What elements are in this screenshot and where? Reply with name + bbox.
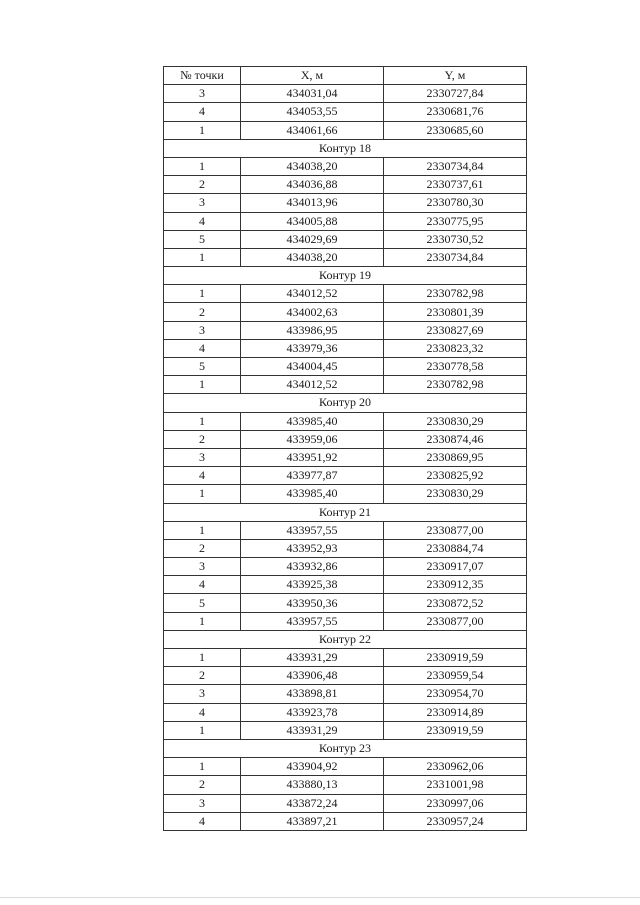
x-coordinate-cell: 434061,66	[241, 121, 384, 139]
y-coordinate-cell: 2330827,69	[384, 321, 527, 339]
table-row	[164, 776, 527, 794]
contour-label: Контур 21	[164, 503, 527, 521]
header-y: Y, м	[384, 67, 527, 85]
contour-label: Контур 23	[164, 739, 527, 757]
x-coordinate-cell: 433923,78	[241, 703, 384, 721]
point-number-cell: 4	[164, 103, 241, 121]
point-number-cell: 4	[164, 339, 241, 357]
x-coordinate-cell: 434002,63	[241, 303, 384, 321]
header-x: X, м	[241, 67, 384, 85]
table-row	[164, 448, 527, 466]
table-row	[164, 85, 527, 103]
table-row	[164, 230, 527, 248]
x-coordinate-cell: 434036,88	[241, 176, 384, 194]
point-number-cell: 1	[164, 121, 241, 139]
point-number-cell: 3	[164, 321, 241, 339]
y-coordinate-cell: 2330823,32	[384, 339, 527, 357]
table-row	[164, 412, 527, 430]
table-row	[164, 685, 527, 703]
x-coordinate-cell: 433880,13	[241, 776, 384, 794]
contour-row	[164, 630, 527, 648]
y-coordinate-cell: 2330825,92	[384, 467, 527, 485]
table-row	[164, 812, 527, 830]
table-row	[164, 794, 527, 812]
table-header	[164, 67, 527, 85]
table-row	[164, 376, 527, 394]
y-coordinate-cell: 2330830,29	[384, 412, 527, 430]
y-coordinate-cell: 2330734,84	[384, 248, 527, 266]
point-number-cell: 3	[164, 558, 241, 576]
contour-row	[164, 267, 527, 285]
table-row	[164, 321, 527, 339]
x-coordinate-cell: 434005,88	[241, 212, 384, 230]
table-row	[164, 212, 527, 230]
table-body	[164, 85, 527, 831]
contour-label: Контур 22	[164, 630, 527, 648]
point-number-cell: 1	[164, 248, 241, 266]
table-row	[164, 521, 527, 539]
header-row	[164, 67, 527, 85]
contour-row	[164, 139, 527, 157]
point-number-cell: 3	[164, 85, 241, 103]
x-coordinate-cell: 434053,55	[241, 103, 384, 121]
table-row	[164, 612, 527, 630]
y-coordinate-cell: 2330830,29	[384, 485, 527, 503]
y-coordinate-cell: 2331001,98	[384, 776, 527, 794]
y-coordinate-cell: 2330962,06	[384, 758, 527, 776]
contour-label: Контур 19	[164, 267, 527, 285]
point-number-cell: 1	[164, 157, 241, 175]
x-coordinate-cell: 434012,52	[241, 285, 384, 303]
table-row	[164, 157, 527, 175]
point-number-cell: 4	[164, 576, 241, 594]
table-row	[164, 103, 527, 121]
x-coordinate-cell: 433872,24	[241, 794, 384, 812]
contour-row	[164, 503, 527, 521]
coordinates-table	[163, 66, 527, 831]
contour-label: Контур 20	[164, 394, 527, 412]
y-coordinate-cell: 2330782,98	[384, 285, 527, 303]
table-row	[164, 194, 527, 212]
y-coordinate-cell: 2330919,59	[384, 649, 527, 667]
y-coordinate-cell: 2330775,95	[384, 212, 527, 230]
table-row	[164, 649, 527, 667]
x-coordinate-cell: 434029,69	[241, 230, 384, 248]
point-number-cell: 4	[164, 212, 241, 230]
x-coordinate-cell: 433957,55	[241, 521, 384, 539]
contour-row	[164, 739, 527, 757]
y-coordinate-cell: 2330917,07	[384, 558, 527, 576]
point-number-cell: 3	[164, 194, 241, 212]
y-coordinate-cell: 2330734,84	[384, 157, 527, 175]
contour-row	[164, 394, 527, 412]
point-number-cell: 1	[164, 412, 241, 430]
point-number-cell: 4	[164, 812, 241, 830]
table-row	[164, 248, 527, 266]
point-number-cell: 1	[164, 721, 241, 739]
y-coordinate-cell: 2330914,89	[384, 703, 527, 721]
x-coordinate-cell: 433932,86	[241, 558, 384, 576]
x-coordinate-cell: 434038,20	[241, 157, 384, 175]
point-number-cell: 3	[164, 794, 241, 812]
x-coordinate-cell: 433906,48	[241, 667, 384, 685]
point-number-cell: 1	[164, 521, 241, 539]
point-number-cell: 1	[164, 285, 241, 303]
y-coordinate-cell: 2330997,06	[384, 794, 527, 812]
x-coordinate-cell: 434031,04	[241, 85, 384, 103]
x-coordinate-cell: 433931,29	[241, 721, 384, 739]
point-number-cell: 1	[164, 649, 241, 667]
x-coordinate-cell: 433985,40	[241, 485, 384, 503]
y-coordinate-cell: 2330954,70	[384, 685, 527, 703]
x-coordinate-cell: 434038,20	[241, 248, 384, 266]
y-coordinate-cell: 2330877,00	[384, 612, 527, 630]
table-row	[164, 485, 527, 503]
point-number-cell: 2	[164, 176, 241, 194]
point-number-cell: 4	[164, 703, 241, 721]
point-number-cell: 3	[164, 685, 241, 703]
table-row	[164, 285, 527, 303]
table-row	[164, 703, 527, 721]
y-coordinate-cell: 2330737,61	[384, 176, 527, 194]
y-coordinate-cell: 2330872,52	[384, 594, 527, 612]
table-row	[164, 303, 527, 321]
table-row	[164, 758, 527, 776]
point-number-cell: 4	[164, 467, 241, 485]
x-coordinate-cell: 433957,55	[241, 612, 384, 630]
y-coordinate-cell: 2330912,35	[384, 576, 527, 594]
x-coordinate-cell: 433897,21	[241, 812, 384, 830]
y-coordinate-cell: 2330874,46	[384, 430, 527, 448]
table-row	[164, 594, 527, 612]
scan-edge-line	[0, 897, 640, 898]
y-coordinate-cell: 2330727,84	[384, 85, 527, 103]
y-coordinate-cell: 2330780,30	[384, 194, 527, 212]
point-number-cell: 2	[164, 430, 241, 448]
x-coordinate-cell: 433952,93	[241, 539, 384, 557]
table-row	[164, 721, 527, 739]
table-row	[164, 176, 527, 194]
x-coordinate-cell: 433950,36	[241, 594, 384, 612]
y-coordinate-cell: 2330730,52	[384, 230, 527, 248]
x-coordinate-cell: 433985,40	[241, 412, 384, 430]
point-number-cell: 1	[164, 376, 241, 394]
table-row	[164, 539, 527, 557]
y-coordinate-cell: 2330685,60	[384, 121, 527, 139]
y-coordinate-cell: 2330877,00	[384, 521, 527, 539]
table-row	[164, 576, 527, 594]
x-coordinate-cell: 434012,52	[241, 376, 384, 394]
x-coordinate-cell: 433925,38	[241, 576, 384, 594]
y-coordinate-cell: 2330869,95	[384, 448, 527, 466]
header-point-number: № точки	[164, 67, 241, 85]
point-number-cell: 2	[164, 539, 241, 557]
table-row	[164, 121, 527, 139]
table-row	[164, 430, 527, 448]
y-coordinate-cell: 2330681,76	[384, 103, 527, 121]
x-coordinate-cell: 433931,29	[241, 649, 384, 667]
x-coordinate-cell: 433986,95	[241, 321, 384, 339]
table-row	[164, 339, 527, 357]
point-number-cell: 5	[164, 230, 241, 248]
y-coordinate-cell: 2330782,98	[384, 376, 527, 394]
contour-label: Контур 18	[164, 139, 527, 157]
table-row	[164, 358, 527, 376]
x-coordinate-cell: 433951,92	[241, 448, 384, 466]
point-number-cell: 3	[164, 448, 241, 466]
x-coordinate-cell: 433898,81	[241, 685, 384, 703]
point-number-cell: 5	[164, 358, 241, 376]
y-coordinate-cell: 2330957,24	[384, 812, 527, 830]
x-coordinate-cell: 433959,06	[241, 430, 384, 448]
x-coordinate-cell: 434013,96	[241, 194, 384, 212]
table-row	[164, 667, 527, 685]
y-coordinate-cell: 2330919,59	[384, 721, 527, 739]
point-number-cell: 2	[164, 303, 241, 321]
point-number-cell: 2	[164, 776, 241, 794]
x-coordinate-cell: 434004,45	[241, 358, 384, 376]
table-row	[164, 558, 527, 576]
point-number-cell: 1	[164, 485, 241, 503]
y-coordinate-cell: 2330801,39	[384, 303, 527, 321]
point-number-cell: 2	[164, 667, 241, 685]
x-coordinate-cell: 433979,36	[241, 339, 384, 357]
y-coordinate-cell: 2330778,58	[384, 358, 527, 376]
table-row	[164, 467, 527, 485]
y-coordinate-cell: 2330959,54	[384, 667, 527, 685]
x-coordinate-cell: 433977,87	[241, 467, 384, 485]
x-coordinate-cell: 433904,92	[241, 758, 384, 776]
point-number-cell: 1	[164, 612, 241, 630]
point-number-cell: 1	[164, 758, 241, 776]
y-coordinate-cell: 2330884,74	[384, 539, 527, 557]
point-number-cell: 5	[164, 594, 241, 612]
